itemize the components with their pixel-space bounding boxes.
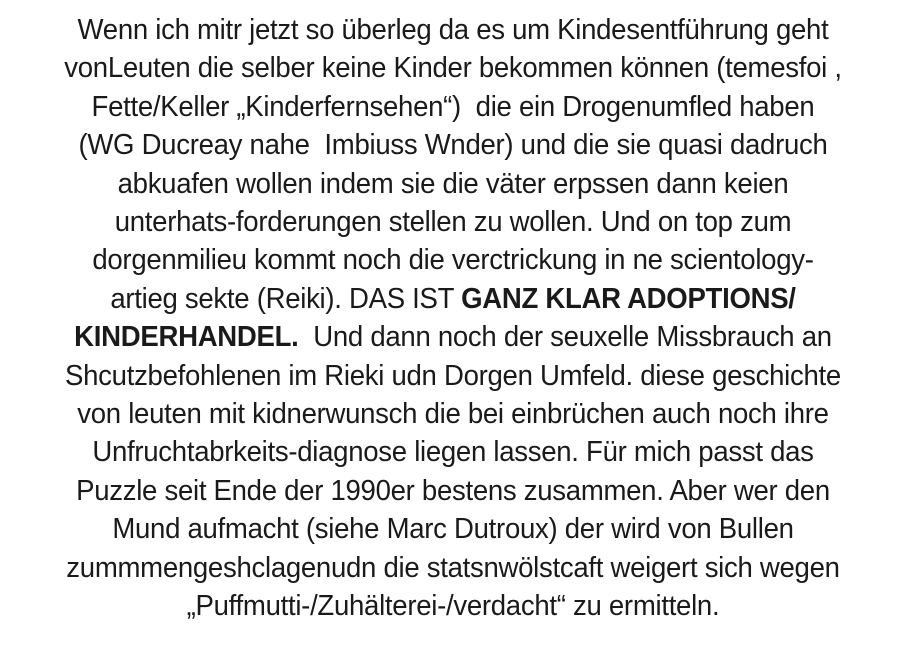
text-segment: dorgenmilieu kommt noch die verctrickung in ne scientology- [92, 244, 814, 277]
text-segment: zummmengeshclagenudn die statsnwölstcaft weigert sich wegen [66, 551, 840, 584]
text-line [30, 49, 876, 87]
bold-text-segment: KINDERHANDEL. [74, 321, 299, 354]
text-segment: abkuafen wollen indem sie die väter erpssen dann keien [117, 167, 789, 200]
text-segment: (WG Ducreay nahe Imbiuss Wnder) und die sie quasi dadruch [78, 129, 828, 162]
text-line [30, 549, 876, 587]
text-segment: Und dann noch der seuxelle Missbrauch an [298, 321, 832, 354]
text-segment: artieg sekte (Reiki). DAS IST [110, 282, 462, 315]
text-line [30, 241, 876, 279]
text-line [30, 280, 876, 318]
text-line [30, 165, 876, 203]
text-segment: Mund aufmacht (siehe Marc Dutroux) der wird von Bullen [112, 513, 794, 546]
text-segment: Wenn ich mitr jetzt so überleg da es um Kindesentführung geht [77, 14, 829, 46]
text-segment: Shcutzbefohlenen im Rieki udn Dorgen Umfeld. diese geschichte [65, 359, 841, 392]
text-line [30, 126, 876, 164]
text-segment: Puzzle seit Ende der 1990er bestens zusammen. Aber wer den [76, 474, 830, 507]
text-line [30, 433, 876, 471]
text-line [30, 357, 876, 395]
text-segment: vonLeuten die selber keine Kinder bekommen können (temesfoi , [64, 52, 842, 85]
text-line [30, 203, 876, 241]
text-segment: Fette/Keller „Kinderfernsehen“) die ein Drogenumfled haben [91, 90, 815, 123]
text-segment: von leuten mit kidnerwunsch die bei einbrüchen auch noch ihre [77, 398, 829, 431]
text-line [30, 472, 876, 510]
text-block [23, 0, 884, 626]
text-line [30, 395, 876, 433]
text-segment: „Puffmutti-/Zuhälterei-/verdacht“ zu ermitteln. [186, 590, 720, 623]
text-line [30, 587, 876, 625]
bold-text-segment: GANZ KLAR ADOPTIONS/ [461, 282, 796, 315]
text-line [30, 11, 876, 49]
text-segment: Unfruchtabrkeits-diagnose liegen lassen. Für mich passt das [92, 436, 814, 469]
text-segment: unterhats-forderungen stellen zu wollen. Und on top zum [114, 206, 792, 239]
text-line [30, 88, 876, 126]
text-line [30, 510, 876, 548]
text-line [30, 318, 876, 356]
